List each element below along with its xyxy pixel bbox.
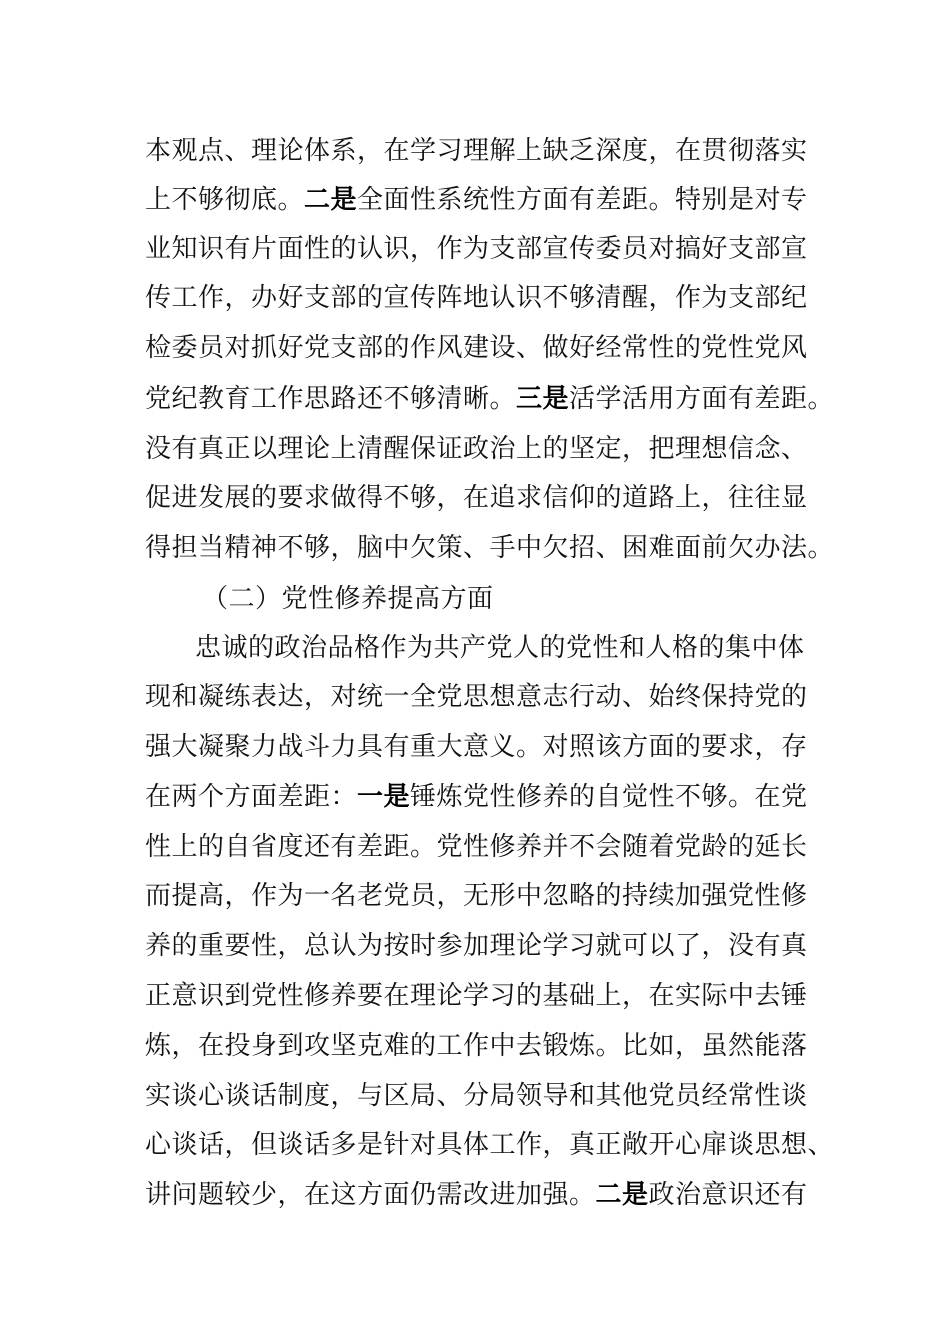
text-line: 炼，在投身到攻坚克难的工作中去锻炼。比如，虽然能落 [145, 1031, 808, 1061]
text-line: 促进发展的要求做得不够，在追求信仰的道路上，往往显 [145, 483, 808, 513]
text-line: 强大凝聚力战斗力具有重大意义。对照该方面的要求，存 [145, 732, 808, 762]
emphasis-marker: 三是 [516, 384, 570, 414]
emphasis-marker: 二是 [304, 185, 358, 215]
text-line: 检委员对抓好党支部的作风建设、做好经常性的党性党风 [145, 333, 808, 363]
emphasis-marker: 二是 [595, 1180, 649, 1210]
text-line: 得担当精神不够，脑中欠策、手中欠招、困难面前欠办法。 [145, 533, 835, 563]
text-line: 心谈话，但谈话多是针对具体工作，真正敞开心扉谈思想、 [145, 1130, 835, 1160]
section-heading: （二）党性修养提高方面 [202, 584, 494, 614]
emphasis-marker: 一是 [357, 782, 411, 812]
text-line: 实谈心谈话制度，与区局、分局领导和其他党员经常性谈 [145, 1081, 808, 1111]
text-line: 党纪教育工作思路还不够清晰。三是活学活用方面有差距。 [145, 384, 835, 414]
text-line: 本观点、理论体系，在学习理解上缺乏深度，在贯彻落实 [145, 136, 808, 166]
text-line: 上不够彻底。二是全面性系统性方面有差距。特别是对专 [145, 185, 808, 215]
paragraph-first-line: 忠诚的政治品格作为共产党人的党性和人格的集中体 [195, 633, 805, 663]
text-line: 业知识有片面性的认识，作为支部宣传委员对搞好支部宣 [145, 234, 808, 264]
text-line: 性上的自省度还有差距。党性修养并不会随着党龄的延长 [145, 832, 808, 862]
text-line: 而提高，作为一名老党员，无形中忽略的持续加强党性修 [145, 881, 808, 911]
text-line: 传工作，办好支部的宣传阵地认识不够清醒，作为支部纪 [145, 283, 808, 313]
text-line: 正意识到党性修养要在理论学习的基础上，在实际中去锤 [145, 981, 808, 1011]
text-line: 在两个方面差距：一是锤炼党性修养的自觉性不够。在党 [145, 782, 808, 812]
text-line: 讲问题较少，在这方面仍需改进加强。二是政治意识还有 [145, 1180, 808, 1210]
text-line: 现和凝练表达，对统一全党思想意志行动、始终保持党的 [145, 682, 808, 712]
text-line: 没有真正以理论上清醒保证政治上的坚定，把理想信念、 [145, 434, 808, 464]
text-line: 养的重要性，总认为按时参加理论学习就可以了，没有真 [145, 931, 808, 961]
